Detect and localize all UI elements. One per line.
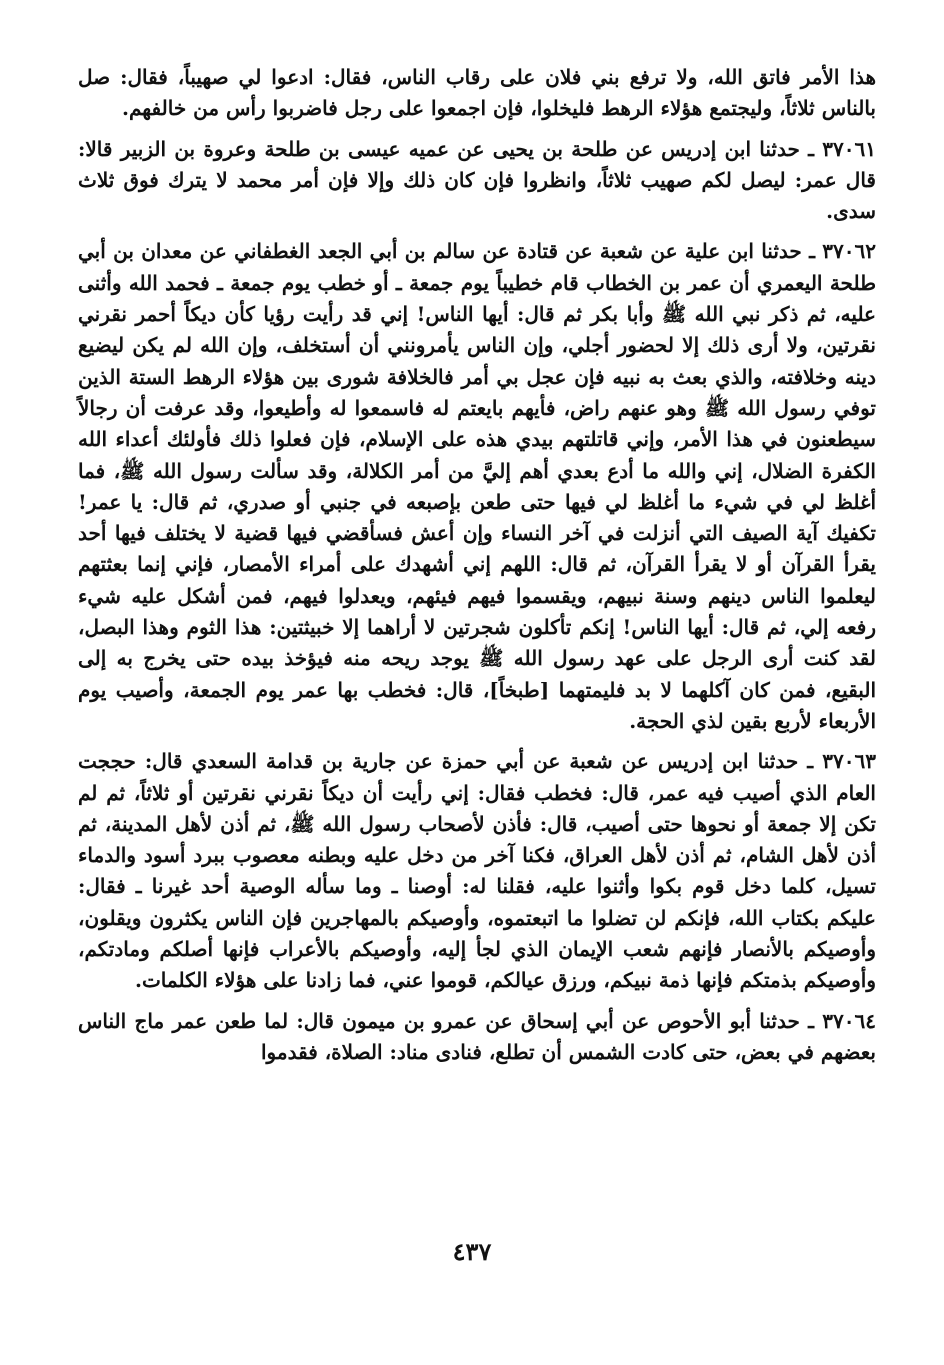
hadith-37064 xyxy=(78,1006,876,1069)
hadith-37061 xyxy=(78,134,876,228)
document-page xyxy=(78,62,876,1292)
page-number: ٤٣٧ xyxy=(452,1237,492,1266)
hadith-37063 xyxy=(78,746,876,996)
hadith-text: ـ حدثنا ابن إدريس عن طلحة بن يحيى عن عميه عيسى بن طلحة وعروة بن الزبير قالا: قال عمر: ليصل لكم صهيب ثلاثاً، وانظروا فإن كان ذلك وإلا فإن أمر محمد لا يترك فوق ثلاث سدى. xyxy=(78,136,876,224)
hadith-number: ٣٧٠٦٣ xyxy=(822,749,876,774)
hadith-number: ٣٧٠٦٤ xyxy=(822,1008,876,1033)
hadith-text: ـ حدثنا أبو الأحوص عن أبي إسحاق عن عمرو بن ميمون قال: لما طعن عمر ماج الناس بعضهم في بعض، حتى كادت الشمس أن تطلع، فنادى مناد: الصلاة، فقدموا xyxy=(78,1008,876,1064)
hadith-number: ٣٧٠٦١ xyxy=(822,136,876,161)
hadith-text: ـ حدثنا ابن علية عن شعبة عن قتادة عن سالم بن أبي الجعد الغطفاني عن معدان بن أبي طلحة اليعمري أن عمر بن الخطاب قام خطيباً يوم جمعة ـ أو خطب يوم جمعة ـ فحمد الله وأثنى عليه، ثم ذكر نبي الله ﷺ وأبا بكر ثم قال: أيها الناس! إني قد رأيت رؤيا كأن ديكاً أحمر نقرني نقرتين، ولا أرى ذلك إلا لحضور أجلي، وإن الناس يأمرونني أن أستخلف، وإن الله لم يكن ليضيع دينه وخلافته، والذي بعث به نبيه فإن عجل بي أمر فالخلافة شورى بين هؤلاء الرهط الستة الذين توفي رسول الله ﷺ وهو عنهم راض، فأيهم بايعتم له فاسمعوا له وأطيعوا، وقد عرفت أن رجالاً سيطعنون في هذا الأمر، وإني قاتلتهم بيدي هذه على الإسلام، فإن فعلوا ذلك فأولئك أعداء الله الكفرة الضلال، إني والله ما أدع بعدي أهم إليَّ من أمر الكلالة، وقد سألت رسول الله ﷺ، فما أغلظ لي في شيء ما أغلظ لي فيها حتى طعن بإصبعه في جنبي أو صدري، ثم قال: يا عمر! تكفيك آية الصيف التي أنزلت في آخر النساء وإن أعش فسأقضي فيها قضية لا يختلف فيها أحد يقرأ القرآن أو لا يقرأ القرآن، ثم قال: اللهم إني أشهدك على أمراء الأمصار، فإني إنما بعثتهم ليعلموا الناس دينهم وسنة نبيهم، ويقسموا فيهم فيئهم، ويعدلوا فيهم، فمن أشكل عليه شيء رفعه إلي، ثم قال: أيها الناس! إنكم تأكلون شجرتين لا أراهما إلا خبيثتين: هذا الثوم وهذا البصل، لقد كنت أرى الرجل على عهد رسول الله ﷺ يوجد ريحه منه فيؤخذ بيده حتى يخرج به إلى البقيع، فمن كان آكلهما لا بد فليمتهما [طبخاً]، قال: فخطب بها عمر يوم الجمعة، وأصيب يوم الأربعاء لأربع بقين لذي الحجة. xyxy=(78,239,877,733)
hadith-text: هذا الأمر فاتق الله، ولا ترفع بني فلان على رقاب الناس، فقال: ادعوا لي صهيباً، فقال: صل بالناس ثلاثاً، وليجتمع هؤلاء الرهط فليخلوا، فإن اجمعوا على رجل فاضربوا رأس من خالفهم. xyxy=(78,65,876,121)
hadith-text: ـ حدثنا ابن إدريس عن شعبة عن أبي حمزة عن جارية بن قدامة السعدي قال: حججت العام الذي أصيب فيه عمر، قال: فخطب فقال: إني رأيت أن ديكاً نقرني نقرتين أو ثلاثاً، ثم لم تكن إلا جمعة أو نحوها حتى أصيب، قال: فأذن لأصحاب رسول الله ﷺ، ثم أذن لأهل المدينة، ثم أذن لأهل الشام، ثم أذن لأهل العراق، فكنا آخر من دخل عليه وبطنه معصوب ببرد أسود والدماء تسيل، كلما دخل قوم بكوا وأثنوا عليه، فقلنا له: أوصنا ـ وما سأله الوصية أحد غيرنا ـ فقال: عليكم بكتاب الله، فإنكم لن تضلوا ما اتبعتموه، وأوصيكم بالمهاجرين فإن الناس يكثرون ويقلون، وأوصيكم بالأنصار فإنهم شعب الإيمان الذي لجأ إليه، وأوصيكم بالأعراب فإنها أصلكم ومادتكم، وأوصيكم بذمتكم فإنها ذمة نبيكم، ورزق عيالكم، قوموا عني، فما زادنا على هؤلاء الكلمات. xyxy=(78,749,876,993)
paragraph-continuation xyxy=(78,62,876,125)
hadith-37062 xyxy=(78,236,876,737)
hadith-number: ٣٧٠٦٢ xyxy=(822,239,877,264)
